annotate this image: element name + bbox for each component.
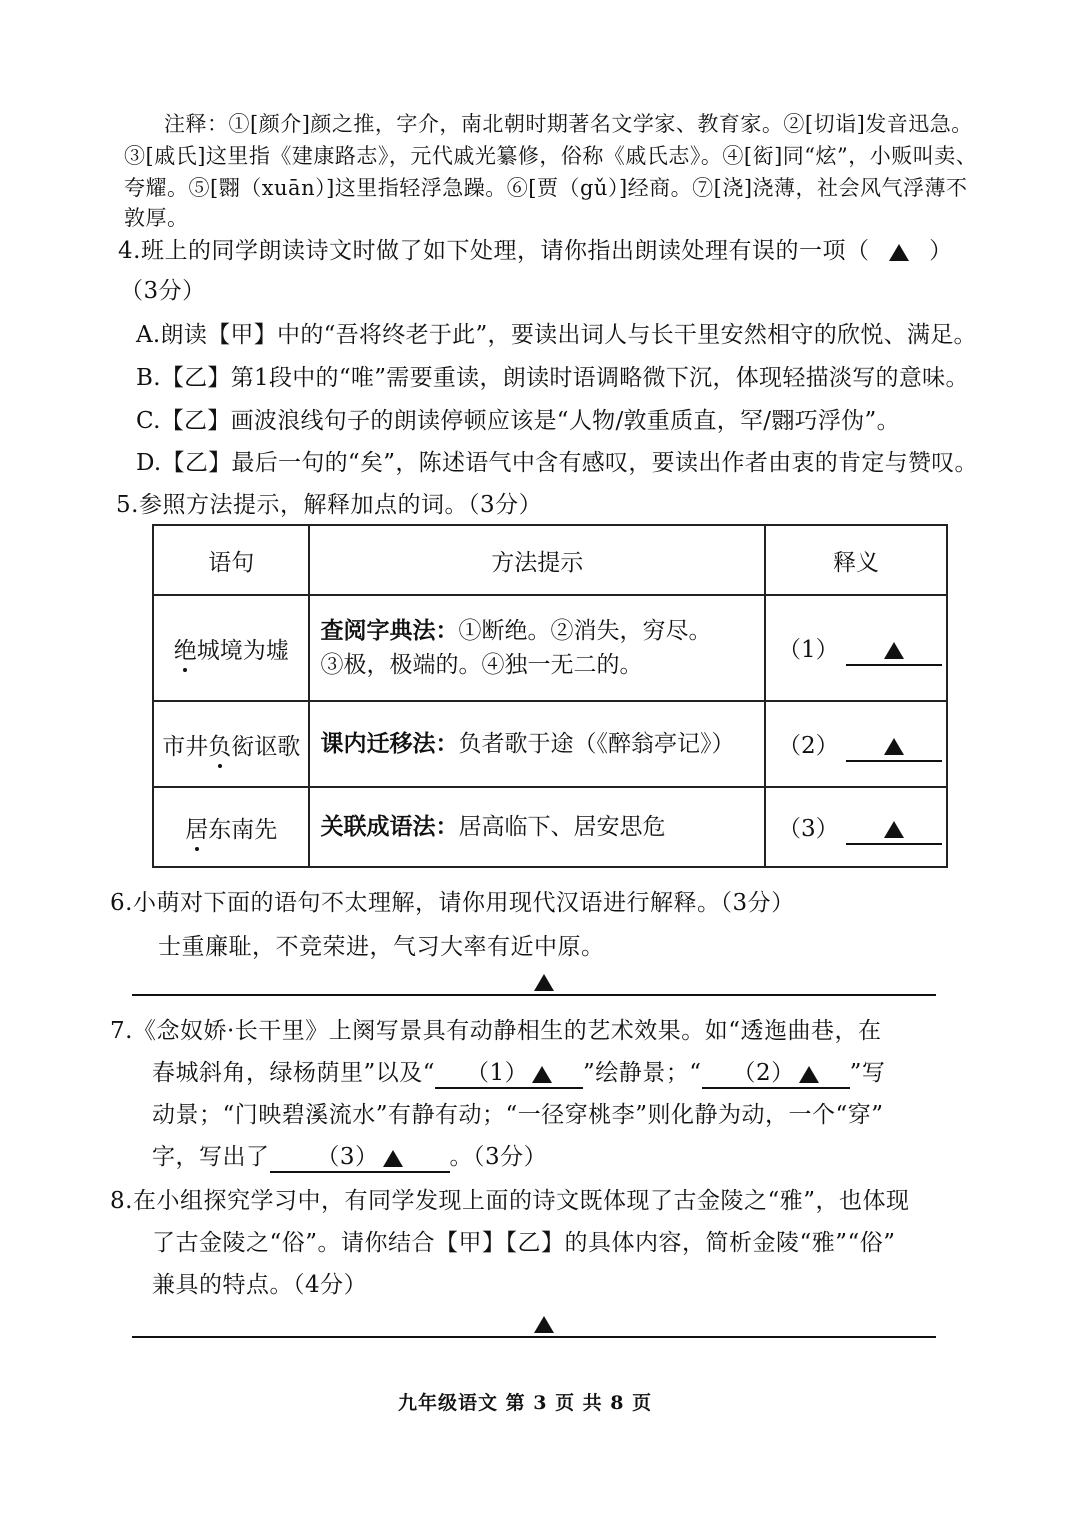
note-line-3: 夸耀。⑤[翾（xuān）]这里指轻浮急躁。⑥[贾（gǔ）]经商。⑦[浇]浇薄，社会风气浮薄不 [124, 176, 968, 200]
method-label: 课内迁移法： [320, 730, 459, 757]
q4-stem-text: 4.班上的同学朗读诗文时做了如下处理，请你指出朗读处理有误的一项（ [118, 238, 870, 264]
q5-stem: 5.参照方法提示，解释加点的词。（3分） [116, 492, 543, 518]
q7-line-4: 字，写出了 （3） 。（3分） [152, 1138, 547, 1173]
row2-answer: （2） [765, 701, 947, 787]
answer-triangle-icon [534, 974, 554, 991]
q8-line-2: 了古金陵之“俗”。请你结合【甲】【乙】的具体内容，简析金陵“雅”“俗” [152, 1230, 896, 1256]
q4-option-d: D.【乙】最后一句的“矣”，陈述语气中含有感叹，要读出作者由衷的肯定与赞叹。 [136, 450, 978, 476]
q7-line-3: 动景；“门映碧溪流水”有静有动；“一径穿桃李”则化静为动，一个“穿” [152, 1102, 884, 1128]
answer-blank [846, 636, 942, 666]
row1-method: 查阅字典法：①断绝。②消失，穷尽。 ③极，极端的。④独一无二的。 [309, 595, 765, 701]
q4-option-c: C.【乙】画波浪线句子的朗读停顿应该是“人物/敦重质直，罕/翾巧浮伪”。 [136, 408, 900, 434]
q7-line-2: 春城斜角，绿杨荫里”以及“ （1） ”绘静景；“ （2） ”写 [152, 1054, 885, 1089]
row2-method: 课内迁移法：负者歌于途（《醉翁亭记》） [309, 701, 765, 787]
note-line-1: 注释：①[颜介]颜之推，字介，南北朝时期著名文学家、教育家。②[切诣]发音迅急。 [164, 112, 973, 136]
method-label: 查阅字典法： [320, 617, 459, 644]
note-line-4: 敦厚。 [124, 206, 189, 230]
method-table [152, 524, 948, 868]
method-label: 关联成语法： [320, 813, 459, 840]
table-row [153, 787, 947, 867]
q4-score: （3分） [120, 278, 206, 304]
answer-blank [846, 815, 942, 845]
note-line-2: ③[戚氏]这里指《建康路志》，元代戚光纂修，俗称《戚氏志》。④[衒]同“炫”，小贩叫卖、 [124, 144, 978, 168]
header-method: 方法提示 [309, 525, 765, 595]
header-meaning: 释义 [765, 525, 947, 595]
dotted-word: 居 [185, 811, 208, 844]
answer-triangle-icon [884, 738, 904, 755]
header-sentence: 语句 [153, 525, 309, 595]
answer-triangle-icon [799, 1066, 819, 1083]
answer-blank-1: （1） [435, 1059, 583, 1089]
row3-sentence: 居东南先 [153, 787, 309, 867]
row1-answer: （1） [765, 595, 947, 701]
answer-triangle-icon [884, 642, 904, 659]
dotted-word: 负 [208, 728, 231, 761]
q8-line-1: 8.在小组探究学习中，有同学发现上面的诗文既体现了古金陵之“雅”，也体现 [110, 1188, 910, 1214]
page-footer: 九年级语文 第 3 页 共 8 页 [398, 1392, 653, 1414]
q7-line-1: 7.《念奴娇·长干里》上阕写景具有动静相生的艺术效果。如“透迤曲巷，在 [110, 1018, 882, 1044]
answer-triangle-icon [383, 1150, 403, 1167]
q6-sentence: 士重廉耻，不竞荣进，气习大率有近中原。 [158, 934, 605, 960]
q4-option-b: B.【乙】第1段中的“唯”需要重读，朗读时语调略微下沉，体现轻描淡写的意味。 [136, 365, 969, 391]
answer-triangle-icon [532, 1066, 552, 1083]
answer-blank-2: （2） [702, 1059, 850, 1089]
row3-method: 关联成语法：居高临下、居安思危 [309, 787, 765, 867]
answer-blank [846, 732, 942, 762]
table-header-row [153, 525, 947, 595]
answer-triangle-icon [889, 244, 909, 261]
answer-line [132, 1336, 936, 1338]
row3-answer: （3） [765, 787, 947, 867]
q4-stem-close: ） [929, 238, 953, 264]
answer-triangle-icon [534, 1316, 554, 1333]
answer-line [132, 994, 936, 996]
dotted-word: 绝 [174, 632, 197, 665]
table-row [153, 595, 947, 701]
row1-sentence: 绝城境为墟 [153, 595, 309, 701]
q4-stem [118, 232, 953, 265]
answer-triangle-icon [884, 821, 904, 838]
answer-blank-3: （3） [270, 1143, 450, 1173]
row2-sentence: 市井负衒讴歌 [153, 701, 309, 787]
q8-line-3: 兼具的特点。（4分） [152, 1272, 368, 1298]
table-row [153, 701, 947, 787]
q6-stem: 6.小萌对下面的语句不太理解，请你用现代汉语进行解释。（3分） [110, 890, 795, 916]
q4-option-a: A.朗读【甲】中的“吾将终老于此”，要读出词人与长干里安然相守的欣悦、满足。 [136, 322, 977, 348]
